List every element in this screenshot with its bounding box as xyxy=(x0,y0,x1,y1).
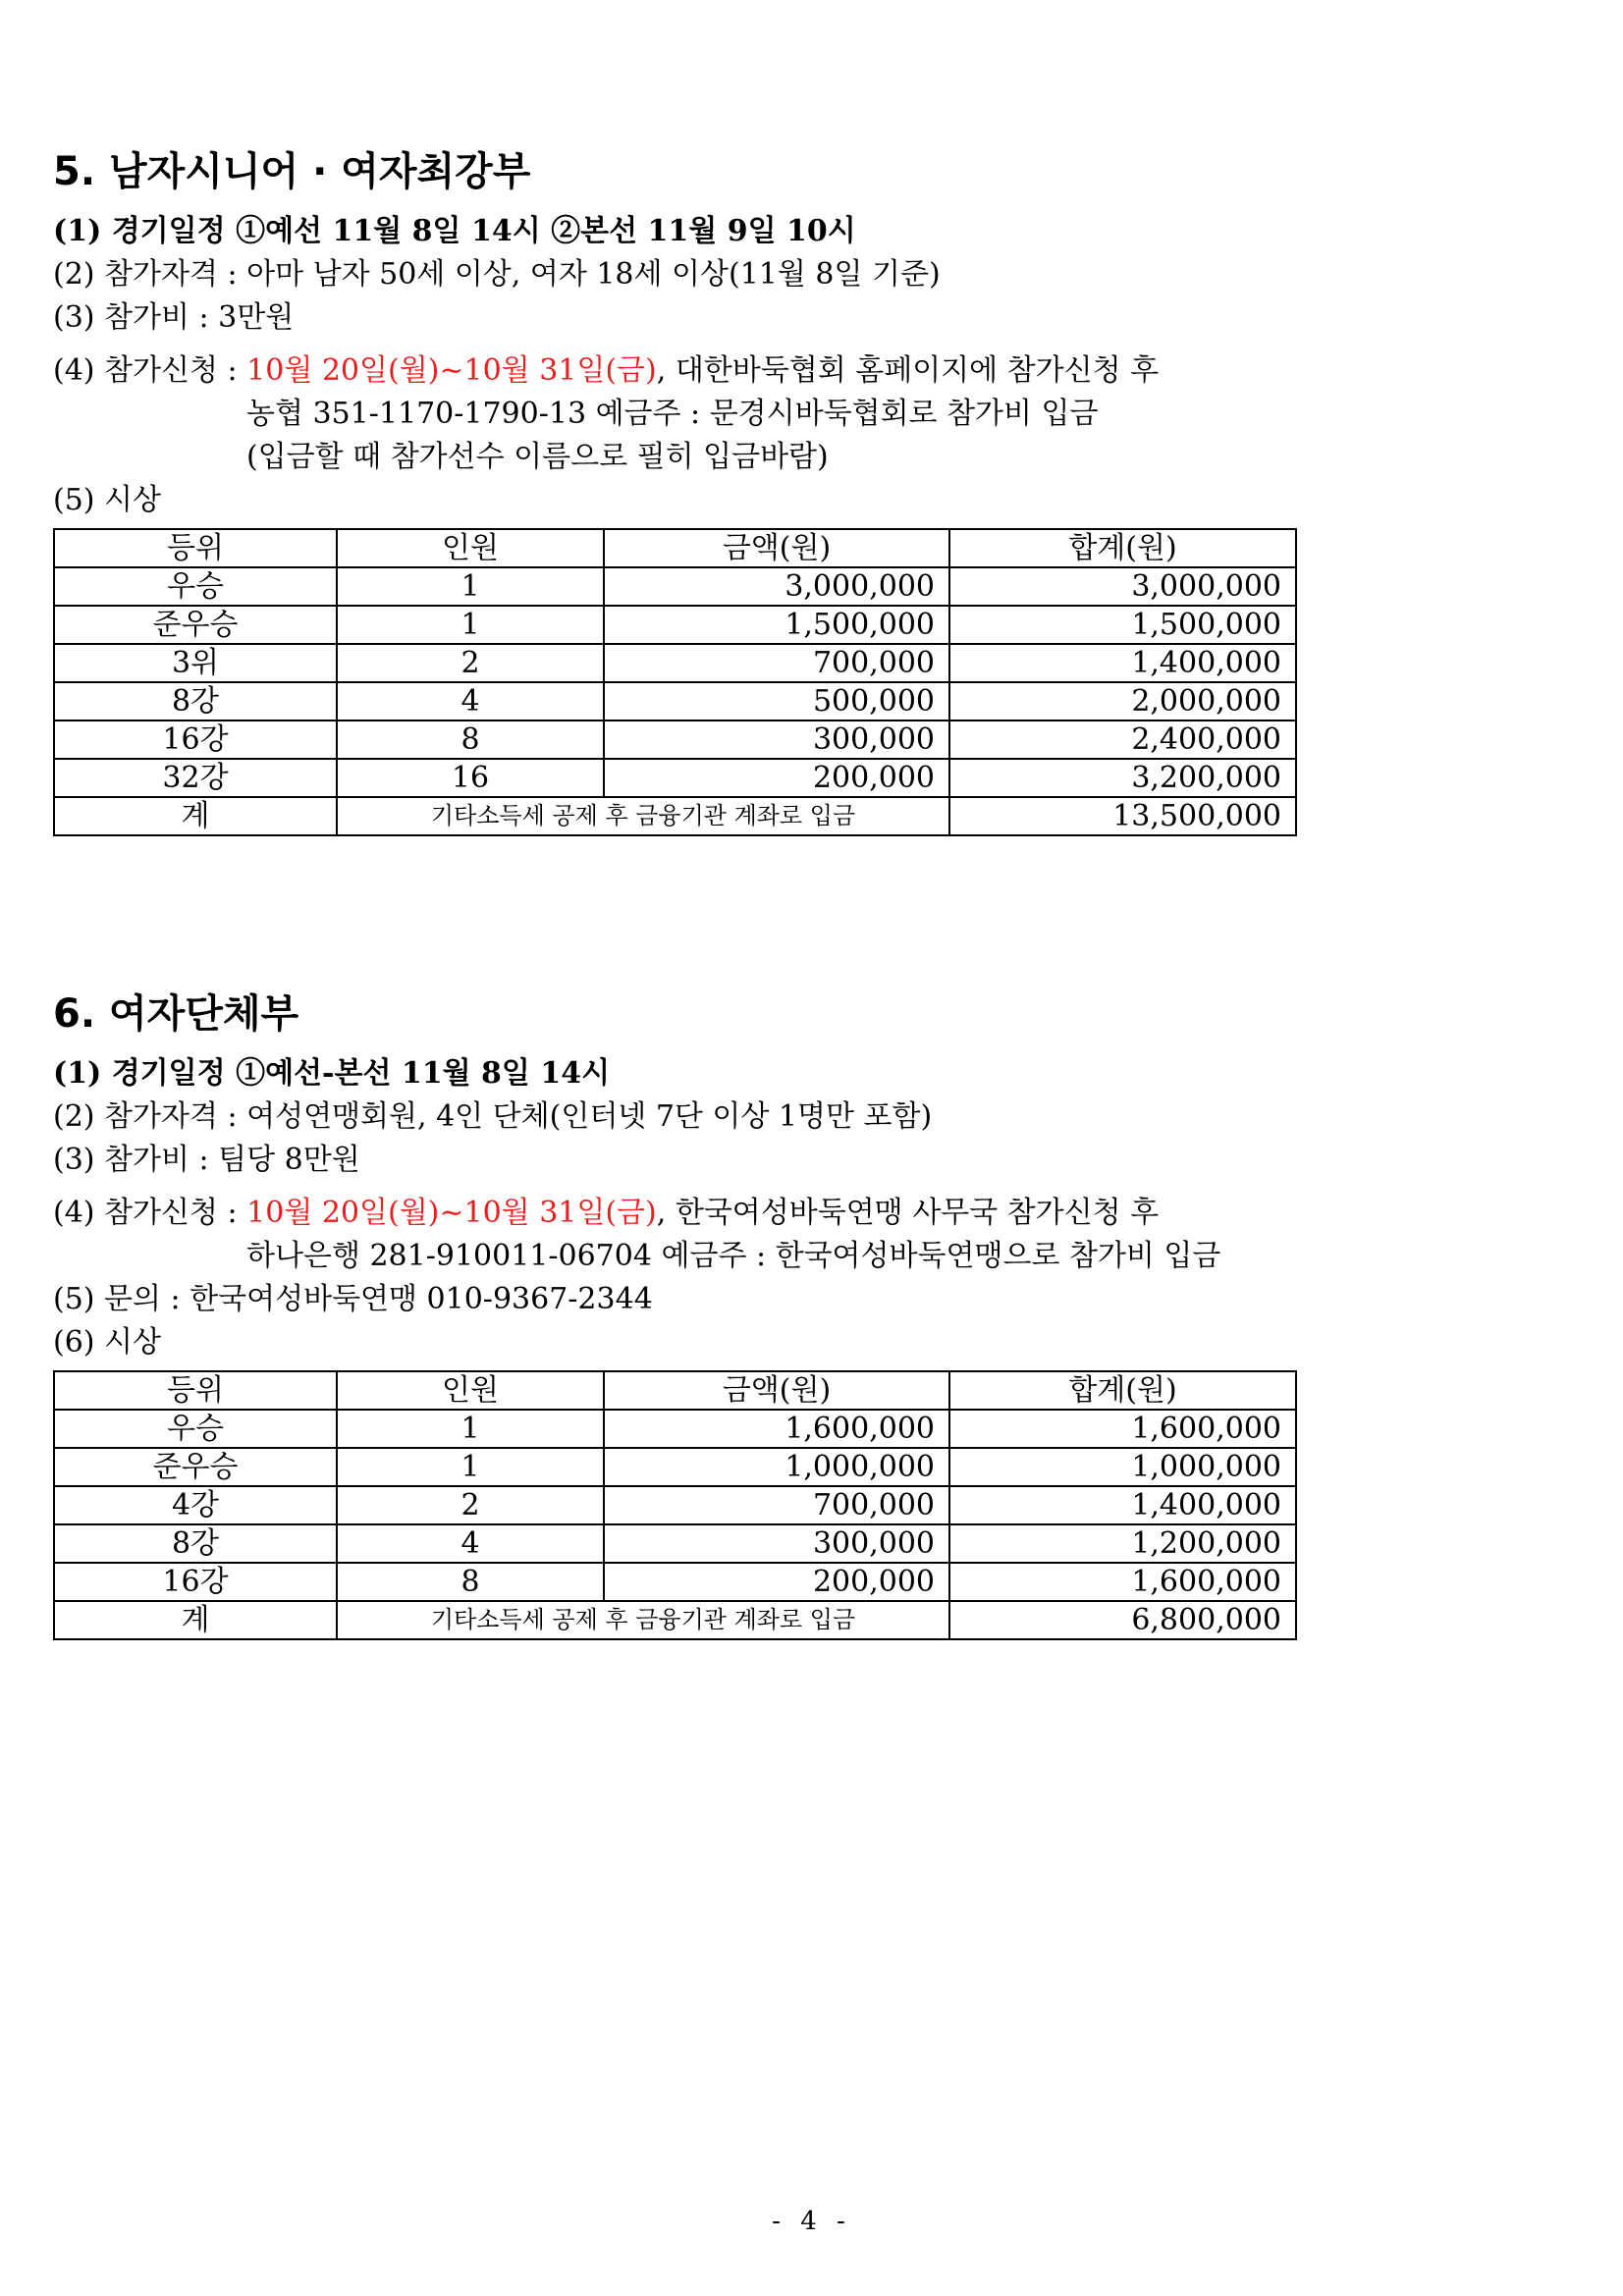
section-senior-women-strongest xyxy=(53,147,1359,836)
schedule-line: (1) 경기일정 ①예선-본선 11월 8일 14시 xyxy=(53,1056,611,1091)
cell-amount: 700,000 xyxy=(604,1486,949,1524)
cell-total-label: 계 xyxy=(54,1601,337,1639)
prize-table xyxy=(53,1370,1297,1640)
cell-count: 1 xyxy=(337,567,604,606)
cell-rank: 16강 xyxy=(54,1563,337,1601)
cell-total: 2,000,000 xyxy=(949,682,1296,721)
eligibility-line: (2) 참가자격 : 아마 남자 50세 이상, 여자 18세 이상(11월 8일 기준) xyxy=(53,257,941,292)
section-title: 5. 남자시니어 · 여자최강부 xyxy=(53,149,531,194)
contact-line: (5) 문의 : 한국여성바둑연맹 010-9367-2344 xyxy=(53,1282,653,1316)
prize-table-header xyxy=(54,1371,1296,1410)
cell-rank: 8강 xyxy=(54,1524,337,1563)
table-total-row xyxy=(54,797,1296,835)
table-row xyxy=(54,644,1296,682)
cell-amount: 300,000 xyxy=(604,1524,949,1563)
cell-amount: 200,000 xyxy=(604,1563,949,1601)
cell-total: 1,400,000 xyxy=(949,644,1296,682)
application-line xyxy=(53,1192,1359,1235)
cell-total-value: 6,800,000 xyxy=(949,1601,1296,1639)
cell-count: 2 xyxy=(337,1486,604,1524)
schedule-line: (1) 경기일정 ①예선 11월 8일 14시 ②본선 11월 9일 10시 xyxy=(53,214,856,248)
prize-table-header xyxy=(54,529,1296,567)
table-row xyxy=(54,682,1296,721)
fee-line: (3) 참가비 : 3만원 xyxy=(53,300,295,335)
cell-rank: 4강 xyxy=(54,1486,337,1524)
cell-count: 16 xyxy=(337,759,604,797)
page-number: - 4 - xyxy=(772,2207,851,2236)
cell-total: 2,400,000 xyxy=(949,721,1296,759)
header-count: 인원 xyxy=(337,1371,604,1410)
cell-rank: 우승 xyxy=(54,1410,337,1448)
cell-total: 3,000,000 xyxy=(949,567,1296,606)
cell-rank: 32강 xyxy=(54,759,337,797)
application-period: 10월 20일(월)~10월 31일(금) xyxy=(246,1196,657,1230)
cell-total: 1,600,000 xyxy=(949,1563,1296,1601)
header-count: 인원 xyxy=(337,529,604,567)
cell-rank: 준우승 xyxy=(54,606,337,644)
application-prefix: (4) 참가신청 : xyxy=(53,353,247,388)
cell-amount: 1,500,000 xyxy=(604,606,949,644)
header-amount: 금액(원) xyxy=(604,529,949,567)
application-account-line: 농협 351-1170-1790-13 예금주 : 문경시바둑협회로 참가비 입금 xyxy=(246,397,1099,431)
header-rank: 등위 xyxy=(54,529,337,567)
cell-rank: 8강 xyxy=(54,682,337,721)
application-prefix: (4) 참가신청 : xyxy=(53,1196,247,1230)
application-line xyxy=(53,349,1359,393)
cell-total: 1,500,000 xyxy=(949,606,1296,644)
cell-amount: 3,000,000 xyxy=(604,567,949,606)
section-women-team xyxy=(53,989,1359,1640)
awards-label: (6) 시상 xyxy=(53,1325,161,1360)
table-row xyxy=(54,721,1296,759)
application-note-line: (입금할 때 참가선수 이름으로 필히 입금바람) xyxy=(246,440,829,474)
table-row xyxy=(54,1410,1296,1448)
cell-count: 8 xyxy=(337,1563,604,1601)
cell-amount: 500,000 xyxy=(604,682,949,721)
cell-rank: 3위 xyxy=(54,644,337,682)
table-row xyxy=(54,1448,1296,1486)
header-amount: 금액(원) xyxy=(604,1371,949,1410)
fee-line: (3) 참가비 : 팀당 8만원 xyxy=(53,1143,360,1177)
cell-total: 1,600,000 xyxy=(949,1410,1296,1448)
cell-rank: 우승 xyxy=(54,567,337,606)
header-rank: 등위 xyxy=(54,1371,337,1410)
cell-rank: 준우승 xyxy=(54,1448,337,1486)
cell-total-value: 13,500,000 xyxy=(949,797,1296,835)
cell-amount: 1,600,000 xyxy=(604,1410,949,1448)
cell-amount: 300,000 xyxy=(604,721,949,759)
cell-count: 4 xyxy=(337,1524,604,1563)
cell-total: 1,000,000 xyxy=(949,1448,1296,1486)
awards-label: (5) 시상 xyxy=(53,483,161,517)
cell-amount: 700,000 xyxy=(604,644,949,682)
table-total-row xyxy=(54,1601,1296,1639)
cell-total: 1,200,000 xyxy=(949,1524,1296,1563)
application-account-line: 하나은행 281-910011-06704 예금주 : 한국여성바둑연맹으로 참가비 입금 xyxy=(246,1239,1221,1273)
table-row xyxy=(54,606,1296,644)
cell-count: 1 xyxy=(337,606,604,644)
table-row xyxy=(54,759,1296,797)
table-row xyxy=(54,1563,1296,1601)
table-row xyxy=(54,1524,1296,1563)
table-row xyxy=(54,567,1296,606)
cell-rank: 16강 xyxy=(54,721,337,759)
cell-count: 8 xyxy=(337,721,604,759)
cell-count: 1 xyxy=(337,1410,604,1448)
header-total: 합계(원) xyxy=(949,1371,1296,1410)
cell-total: 3,200,000 xyxy=(949,759,1296,797)
cell-total: 1,400,000 xyxy=(949,1486,1296,1524)
table-row xyxy=(54,1486,1296,1524)
application-suffix: , 한국여성바둑연맹 사무국 참가신청 후 xyxy=(656,1196,1160,1230)
cell-count: 2 xyxy=(337,644,604,682)
cell-total-note: 기타소득세 공제 후 금융기관 계좌로 입금 xyxy=(337,797,949,835)
cell-amount: 1,000,000 xyxy=(604,1448,949,1486)
header-total: 합계(원) xyxy=(949,529,1296,567)
application-suffix: , 대한바둑협회 홈페이지에 참가신청 후 xyxy=(656,353,1160,388)
application-period: 10월 20일(월)~10월 31일(금) xyxy=(246,353,657,388)
cell-count: 1 xyxy=(337,1448,604,1486)
eligibility-line: (2) 참가자격 : 여성연맹회원, 4인 단체(인터넷 7단 이상 1명만 포함) xyxy=(53,1099,933,1134)
section-title: 6. 여자단체부 xyxy=(53,991,299,1037)
cell-total-label: 계 xyxy=(54,797,337,835)
prize-table xyxy=(53,528,1297,836)
cell-amount: 200,000 xyxy=(604,759,949,797)
cell-total-note: 기타소득세 공제 후 금융기관 계좌로 입금 xyxy=(337,1601,949,1639)
cell-count: 4 xyxy=(337,682,604,721)
